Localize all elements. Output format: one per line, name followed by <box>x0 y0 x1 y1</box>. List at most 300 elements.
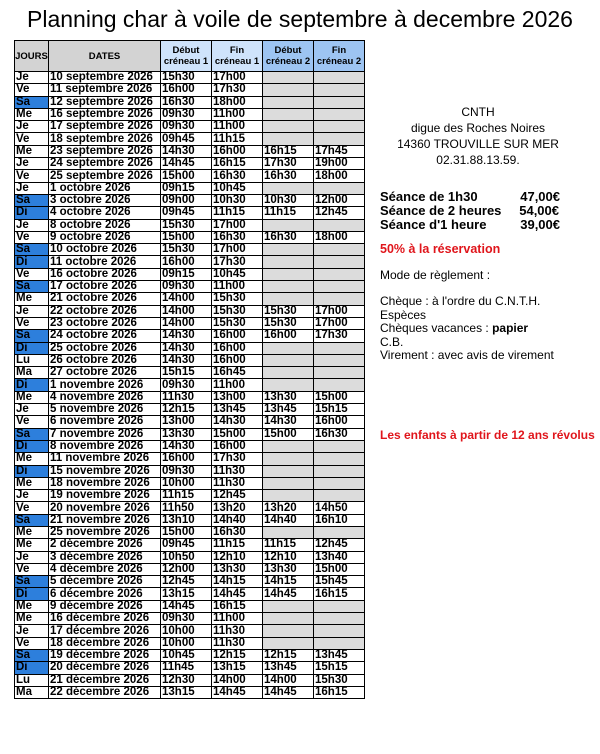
start-slot-2-cell: 17h30 <box>263 158 314 170</box>
day-cell: Di <box>15 440 49 452</box>
table-row <box>15 686 365 698</box>
start-slot-1-cell: 09h30 <box>161 121 212 133</box>
header-debut-creneau-1: Début créneau 1 <box>161 41 212 72</box>
table-row <box>15 281 365 293</box>
end-slot-2-cell: 18h00 <box>314 170 365 182</box>
start-slot-1-cell: 13h15 <box>161 686 212 698</box>
date-cell: 6 décembre 2026 <box>49 588 161 600</box>
end-slot-2-cell: 13h45 <box>314 649 365 661</box>
start-slot-1-cell: 09h45 <box>161 539 212 551</box>
end-slot-2-cell <box>314 440 365 452</box>
end-slot-1-cell: 10h30 <box>212 194 263 206</box>
end-slot-1-cell: 16h00 <box>212 342 263 354</box>
price-label: Séance de 1h30 <box>380 189 478 204</box>
start-slot-2-cell <box>263 526 314 538</box>
start-slot-1-cell: 09h15 <box>161 268 212 280</box>
end-slot-1-cell: 14h00 <box>212 674 263 686</box>
start-slot-2-cell: 13h45 <box>263 404 314 416</box>
end-slot-2-cell: 14h50 <box>314 502 365 514</box>
end-slot-2-cell <box>314 453 365 465</box>
table-row <box>15 588 365 600</box>
table-row <box>15 576 365 588</box>
end-slot-1-cell: 15h30 <box>212 293 263 305</box>
date-cell: 16 décembre 2026 <box>49 613 161 625</box>
date-cell: 16 septembre 2026 <box>49 108 161 120</box>
end-slot-1-cell: 15h30 <box>212 305 263 317</box>
start-slot-2-cell <box>263 625 314 637</box>
day-cell: Di <box>15 207 49 219</box>
start-slot-2-cell <box>263 219 314 231</box>
day-cell: Me <box>15 526 49 538</box>
table-row <box>15 600 365 612</box>
date-cell: 5 novembre 2026 <box>49 404 161 416</box>
date-cell: 11 novembre 2026 <box>49 453 161 465</box>
payment-cheques-vacances: Chèques vacances : papier <box>380 321 529 335</box>
start-slot-2-cell <box>263 342 314 354</box>
end-slot-1-cell: 12h45 <box>212 490 263 502</box>
end-slot-2-cell <box>314 281 365 293</box>
end-slot-2-cell <box>314 465 365 477</box>
day-cell: Je <box>15 219 49 231</box>
table-row <box>15 625 365 637</box>
date-cell: 16 octobre 2026 <box>49 268 161 280</box>
club-city: 14360 TROUVILLE SUR MER <box>397 137 559 151</box>
price-list <box>380 190 590 232</box>
table-row <box>15 330 365 342</box>
start-slot-2-cell: 12h15 <box>263 649 314 661</box>
table-row <box>15 133 365 145</box>
start-slot-2-cell <box>263 182 314 194</box>
payment-cheque: Chèque : à l'ordre du C.N.T.H. <box>380 294 541 308</box>
start-slot-1-cell: 15h00 <box>161 231 212 243</box>
table-row <box>15 379 365 391</box>
table-row <box>15 453 365 465</box>
start-slot-1-cell: 09h30 <box>161 379 212 391</box>
start-slot-2-cell <box>263 477 314 489</box>
header-dates: DATES <box>49 41 161 72</box>
end-slot-1-cell: 11h15 <box>212 539 263 551</box>
table-row <box>15 72 365 84</box>
end-slot-1-cell: 10h45 <box>212 268 263 280</box>
header-debut-creneau-2: Début créneau 2 <box>263 41 314 72</box>
date-cell: 9 octobre 2026 <box>49 231 161 243</box>
date-cell: 18 novembre 2026 <box>49 477 161 489</box>
start-slot-2-cell <box>263 637 314 649</box>
start-slot-2-cell <box>263 465 314 477</box>
start-slot-1-cell: 14h45 <box>161 158 212 170</box>
start-slot-1-cell: 10h45 <box>161 649 212 661</box>
end-slot-2-cell <box>314 268 365 280</box>
day-cell: Ve <box>15 268 49 280</box>
start-slot-1-cell: 15h30 <box>161 219 212 231</box>
end-slot-1-cell: 11h00 <box>212 379 263 391</box>
table-row <box>15 551 365 563</box>
end-slot-1-cell: 13h20 <box>212 502 263 514</box>
end-slot-2-cell <box>314 625 365 637</box>
start-slot-2-cell: 16h30 <box>263 231 314 243</box>
day-cell: Di <box>15 379 49 391</box>
date-cell: 18 septembre 2026 <box>49 133 161 145</box>
start-slot-2-cell <box>263 600 314 612</box>
day-cell: Ve <box>15 563 49 575</box>
date-cell: 10 septembre 2026 <box>49 72 161 84</box>
end-slot-1-cell: 15h00 <box>212 428 263 440</box>
day-cell: Lu <box>15 674 49 686</box>
start-slot-2-cell: 13h30 <box>263 391 314 403</box>
start-slot-1-cell: 14h00 <box>161 305 212 317</box>
start-slot-1-cell: 16h00 <box>161 84 212 96</box>
start-slot-2-cell: 14h40 <box>263 514 314 526</box>
end-slot-1-cell: 18h00 <box>212 96 263 108</box>
day-cell: Sa <box>15 428 49 440</box>
end-slot-2-cell <box>314 121 365 133</box>
price-row <box>380 190 590 204</box>
table-row <box>15 268 365 280</box>
date-cell: 2 décembre 2026 <box>49 539 161 551</box>
end-slot-2-cell <box>314 182 365 194</box>
date-cell: 15 novembre 2026 <box>49 465 161 477</box>
start-slot-2-cell <box>263 354 314 366</box>
day-cell: Je <box>15 490 49 502</box>
table-row <box>15 108 365 120</box>
end-slot-2-cell: 15h15 <box>314 404 365 416</box>
day-cell: Je <box>15 72 49 84</box>
end-slot-1-cell: 12h15 <box>212 649 263 661</box>
table-row <box>15 305 365 317</box>
table-row <box>15 121 365 133</box>
end-slot-1-cell: 16h30 <box>212 231 263 243</box>
start-slot-1-cell: 15h15 <box>161 367 212 379</box>
end-slot-1-cell: 17h00 <box>212 72 263 84</box>
start-slot-1-cell: 09h30 <box>161 465 212 477</box>
day-cell: Me <box>15 477 49 489</box>
date-cell: 22 décembre 2026 <box>49 686 161 698</box>
day-cell: Lu <box>15 354 49 366</box>
start-slot-1-cell: 10h50 <box>161 551 212 563</box>
date-cell: 19 décembre 2026 <box>49 649 161 661</box>
end-slot-2-cell: 17h45 <box>314 145 365 157</box>
end-slot-2-cell <box>314 72 365 84</box>
start-slot-2-cell <box>263 453 314 465</box>
header-jours: JOURS <box>15 41 49 72</box>
start-slot-2-cell <box>263 281 314 293</box>
date-cell: 21 novembre 2026 <box>49 514 161 526</box>
start-slot-1-cell: 14h30 <box>161 440 212 452</box>
date-cell: 5 décembre 2026 <box>49 576 161 588</box>
date-cell: 24 octobre 2026 <box>49 330 161 342</box>
date-cell: 18 décembre 2026 <box>49 637 161 649</box>
date-cell: 26 octobre 2026 <box>49 354 161 366</box>
table-row <box>15 317 365 329</box>
date-cell: 23 septembre 2026 <box>49 145 161 157</box>
table-row <box>15 244 365 256</box>
day-cell: Di <box>15 342 49 354</box>
date-cell: 21 décembre 2026 <box>49 674 161 686</box>
end-slot-2-cell: 16h15 <box>314 588 365 600</box>
end-slot-2-cell: 17h30 <box>314 330 365 342</box>
date-cell: 4 octobre 2026 <box>49 207 161 219</box>
day-cell: Ma <box>15 686 49 698</box>
payment-especes: Espèces <box>380 307 427 322</box>
table-row <box>15 404 365 416</box>
start-slot-2-cell: 16h30 <box>263 170 314 182</box>
start-slot-1-cell: 14h00 <box>161 293 212 305</box>
start-slot-2-cell: 15h00 <box>263 428 314 440</box>
start-slot-2-cell: 14h00 <box>263 674 314 686</box>
date-cell: 9 décembre 2026 <box>49 600 161 612</box>
start-slot-1-cell: 12h15 <box>161 404 212 416</box>
date-cell: 22 octobre 2026 <box>49 305 161 317</box>
start-slot-1-cell: 14h45 <box>161 600 212 612</box>
start-slot-1-cell: 09h45 <box>161 207 212 219</box>
end-slot-2-cell <box>314 108 365 120</box>
price-amount: 54,00€ <box>519 203 559 218</box>
end-slot-2-cell: 16h15 <box>314 686 365 698</box>
payment-cb: C.B. <box>380 334 404 349</box>
start-slot-2-cell: 12h10 <box>263 551 314 563</box>
start-slot-1-cell: 09h15 <box>161 182 212 194</box>
table-row <box>15 649 365 661</box>
start-slot-1-cell: 15h30 <box>161 244 212 256</box>
end-slot-1-cell: 13h30 <box>212 563 263 575</box>
end-slot-2-cell <box>314 84 365 96</box>
day-cell: Me <box>15 539 49 551</box>
date-cell: 11 octobre 2026 <box>49 256 161 268</box>
start-slot-2-cell <box>263 121 314 133</box>
end-slot-2-cell <box>314 293 365 305</box>
table-row <box>15 637 365 649</box>
start-slot-2-cell <box>263 490 314 502</box>
date-cell: 17 décembre 2026 <box>49 625 161 637</box>
date-cell: 20 novembre 2026 <box>49 502 161 514</box>
end-slot-2-cell <box>314 613 365 625</box>
start-slot-1-cell: 12h00 <box>161 563 212 575</box>
end-slot-1-cell: 16h15 <box>212 158 263 170</box>
start-slot-2-cell <box>263 440 314 452</box>
table-body <box>15 72 365 699</box>
end-slot-2-cell: 13h40 <box>314 551 365 563</box>
end-slot-1-cell: 17h00 <box>212 244 263 256</box>
start-slot-2-cell <box>263 367 314 379</box>
day-cell: Sa <box>15 96 49 108</box>
table-row <box>15 256 365 268</box>
start-slot-2-cell: 11h15 <box>263 207 314 219</box>
day-cell: Sa <box>15 194 49 206</box>
start-slot-1-cell: 11h15 <box>161 490 212 502</box>
day-cell: Ve <box>15 637 49 649</box>
start-slot-2-cell: 13h45 <box>263 662 314 674</box>
day-cell: Ve <box>15 502 49 514</box>
start-slot-2-cell <box>263 84 314 96</box>
day-cell: Di <box>15 256 49 268</box>
start-slot-1-cell: 14h30 <box>161 330 212 342</box>
day-cell: Je <box>15 121 49 133</box>
club-street: digue des Roches Noires <box>410 121 546 135</box>
start-slot-2-cell <box>263 293 314 305</box>
day-cell: Me <box>15 293 49 305</box>
deposit-note: 50% à la réservation <box>380 242 501 256</box>
date-cell: 25 septembre 2026 <box>49 170 161 182</box>
start-slot-2-cell <box>263 72 314 84</box>
day-cell: Ve <box>15 317 49 329</box>
day-cell: Di <box>15 465 49 477</box>
day-cell: Ve <box>15 133 49 145</box>
end-slot-1-cell: 17h30 <box>212 84 263 96</box>
date-cell: 1 octobre 2026 <box>49 182 161 194</box>
end-slot-2-cell: 15h45 <box>314 576 365 588</box>
end-slot-1-cell: 17h00 <box>212 219 263 231</box>
table-row <box>15 194 365 206</box>
end-slot-1-cell: 17h30 <box>212 256 263 268</box>
date-cell: 4 décembre 2026 <box>49 563 161 575</box>
end-slot-2-cell: 16h10 <box>314 514 365 526</box>
price-label: Séance de 2 heures <box>380 203 502 218</box>
start-slot-2-cell: 13h20 <box>263 502 314 514</box>
start-slot-2-cell: 14h15 <box>263 576 314 588</box>
start-slot-1-cell: 11h30 <box>161 391 212 403</box>
end-slot-1-cell: 11h30 <box>212 637 263 649</box>
start-slot-1-cell: 13h10 <box>161 514 212 526</box>
table-row <box>15 526 365 538</box>
end-slot-1-cell: 14h45 <box>212 686 263 698</box>
end-slot-1-cell: 14h45 <box>212 588 263 600</box>
header-fin-creneau-2: Fin créneau 2 <box>314 41 365 72</box>
end-slot-2-cell: 17h00 <box>314 305 365 317</box>
date-cell: 3 décembre 2026 <box>49 551 161 563</box>
end-slot-1-cell: 16h00 <box>212 440 263 452</box>
page-title: Planning char à voile de septembre à decembre 2026 <box>27 6 573 32</box>
table-row <box>15 219 365 231</box>
end-slot-1-cell: 11h15 <box>212 207 263 219</box>
start-slot-1-cell: 16h30 <box>161 96 212 108</box>
end-slot-2-cell: 18h00 <box>314 231 365 243</box>
start-slot-1-cell: 10h00 <box>161 625 212 637</box>
end-slot-2-cell <box>314 526 365 538</box>
end-slot-2-cell: 12h00 <box>314 194 365 206</box>
date-cell: 7 novembre 2026 <box>49 428 161 440</box>
start-slot-1-cell: 15h00 <box>161 170 212 182</box>
planning-table <box>14 40 365 699</box>
start-slot-2-cell: 14h45 <box>263 686 314 698</box>
start-slot-2-cell <box>263 256 314 268</box>
table-row <box>15 391 365 403</box>
start-slot-2-cell <box>263 379 314 391</box>
end-slot-2-cell <box>314 379 365 391</box>
end-slot-2-cell: 15h30 <box>314 674 365 686</box>
start-slot-1-cell: 09h45 <box>161 133 212 145</box>
date-cell: 6 novembre 2026 <box>49 416 161 428</box>
table-row <box>15 416 365 428</box>
start-slot-2-cell: 13h30 <box>263 563 314 575</box>
table-row <box>15 440 365 452</box>
table-row <box>15 145 365 157</box>
club-name: CNTH <box>461 105 495 119</box>
price-row <box>380 218 590 232</box>
date-cell: 27 octobre 2026 <box>49 367 161 379</box>
end-slot-2-cell: 12h45 <box>314 207 365 219</box>
start-slot-1-cell: 14h30 <box>161 342 212 354</box>
day-cell: Ve <box>15 170 49 182</box>
day-cell: Sa <box>15 649 49 661</box>
end-slot-1-cell: 12h10 <box>212 551 263 563</box>
start-slot-1-cell: 09h00 <box>161 194 212 206</box>
end-slot-1-cell: 11h30 <box>212 625 263 637</box>
start-slot-2-cell <box>263 96 314 108</box>
table-row <box>15 514 365 526</box>
day-cell: Ve <box>15 416 49 428</box>
day-cell: Sa <box>15 576 49 588</box>
price-amount: 47,00€ <box>520 189 560 204</box>
end-slot-1-cell: 17h30 <box>212 453 263 465</box>
start-slot-2-cell <box>263 244 314 256</box>
table-row <box>15 170 365 182</box>
table-row <box>15 354 365 366</box>
start-slot-2-cell: 14h30 <box>263 416 314 428</box>
date-cell: 17 octobre 2026 <box>49 281 161 293</box>
start-slot-2-cell: 10h30 <box>263 194 314 206</box>
payment-methods <box>380 295 554 363</box>
end-slot-1-cell: 14h15 <box>212 576 263 588</box>
end-slot-1-cell: 16h45 <box>212 367 263 379</box>
payment-virement: Virement : avec avis de virement <box>380 348 554 362</box>
start-slot-1-cell: 15h00 <box>161 526 212 538</box>
day-cell: Sa <box>15 330 49 342</box>
date-cell: 24 septembre 2026 <box>49 158 161 170</box>
day-cell: Je <box>15 625 49 637</box>
table-row <box>15 367 365 379</box>
end-slot-2-cell <box>314 342 365 354</box>
end-slot-2-cell: 15h00 <box>314 391 365 403</box>
date-cell: 10 octobre 2026 <box>49 244 161 256</box>
table-row <box>15 502 365 514</box>
start-slot-2-cell <box>263 108 314 120</box>
end-slot-2-cell <box>314 477 365 489</box>
start-slot-2-cell: 16h00 <box>263 330 314 342</box>
end-slot-2-cell: 19h00 <box>314 158 365 170</box>
end-slot-1-cell: 11h00 <box>212 281 263 293</box>
start-slot-2-cell: 15h30 <box>263 305 314 317</box>
end-slot-2-cell <box>314 244 365 256</box>
end-slot-1-cell: 13h00 <box>212 391 263 403</box>
day-cell: Je <box>15 404 49 416</box>
day-cell: Me <box>15 600 49 612</box>
table-row <box>15 428 365 440</box>
start-slot-1-cell: 13h30 <box>161 428 212 440</box>
table-row <box>15 563 365 575</box>
date-cell: 8 novembre 2026 <box>49 440 161 452</box>
end-slot-1-cell: 14h40 <box>212 514 263 526</box>
table-row <box>15 662 365 674</box>
day-cell: Di <box>15 662 49 674</box>
table-row <box>15 342 365 354</box>
day-cell: Me <box>15 453 49 465</box>
start-slot-1-cell: 16h00 <box>161 256 212 268</box>
payment-title: Mode de règlement : <box>380 268 491 282</box>
end-slot-1-cell: 10h45 <box>212 182 263 194</box>
day-cell: Ve <box>15 231 49 243</box>
end-slot-2-cell <box>314 96 365 108</box>
end-slot-1-cell: 11h30 <box>212 465 263 477</box>
end-slot-1-cell: 16h30 <box>212 526 263 538</box>
date-cell: 1 novembre 2026 <box>49 379 161 391</box>
end-slot-1-cell: 16h30 <box>212 170 263 182</box>
end-slot-2-cell: 15h00 <box>314 563 365 575</box>
start-slot-1-cell: 09h30 <box>161 613 212 625</box>
date-cell: 19 novembre 2026 <box>49 490 161 502</box>
end-slot-1-cell: 16h15 <box>212 600 263 612</box>
date-cell: 8 octobre 2026 <box>49 219 161 231</box>
date-cell: 11 septembre 2026 <box>49 84 161 96</box>
